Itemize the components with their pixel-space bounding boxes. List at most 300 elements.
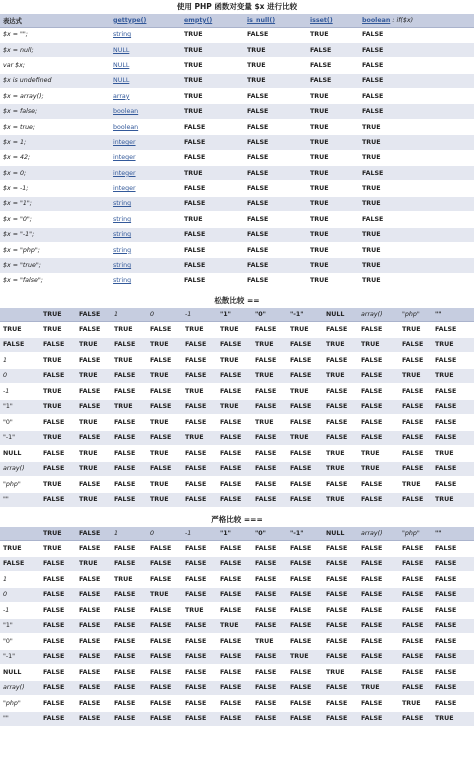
comparison-result: TRUE bbox=[40, 384, 76, 400]
comparison-result: FALSE bbox=[111, 556, 147, 572]
comparison-result: TRUE bbox=[287, 322, 323, 338]
result-cell: FALSE bbox=[181, 227, 244, 242]
comparison-result: FALSE bbox=[432, 322, 474, 338]
result-cell: TRUE bbox=[181, 89, 244, 104]
comparison-result: FALSE bbox=[252, 556, 287, 572]
row-label: NULL bbox=[0, 665, 40, 681]
table-row bbox=[0, 618, 474, 634]
expression-cell: var $x; bbox=[0, 58, 110, 73]
comparison-result: FALSE bbox=[287, 680, 323, 696]
result-cell: TRUE bbox=[359, 150, 474, 165]
result-cell: TRUE bbox=[244, 58, 307, 73]
comparison-result: FALSE bbox=[432, 680, 474, 696]
type-link[interactable]: string bbox=[110, 242, 181, 257]
comparison-result: FALSE bbox=[147, 649, 182, 665]
table-row bbox=[0, 384, 474, 400]
comparison-result: FALSE bbox=[76, 649, 111, 665]
comparison-result: FALSE bbox=[40, 696, 76, 712]
table2-caption: 松散比较 == bbox=[214, 296, 260, 306]
comparison-result: FALSE bbox=[358, 556, 399, 572]
row-label: "" bbox=[0, 492, 40, 508]
comparison-result: FALSE bbox=[323, 649, 358, 665]
table-row bbox=[0, 242, 474, 257]
comparison-result: FALSE bbox=[358, 492, 399, 508]
comparison-result: TRUE bbox=[40, 430, 76, 446]
comparison-result: FALSE bbox=[111, 368, 147, 384]
table-row bbox=[0, 353, 474, 369]
table1-header-cell[interactable]: isset() bbox=[307, 14, 359, 27]
table2-header-cell: FALSE bbox=[76, 308, 111, 322]
result-cell: FALSE bbox=[181, 258, 244, 273]
comparison-result: FALSE bbox=[399, 603, 432, 619]
table2-header-cell: NULL bbox=[323, 308, 358, 322]
comparison-result: FALSE bbox=[217, 711, 252, 727]
table-row bbox=[0, 273, 474, 288]
row-label: NULL bbox=[0, 446, 40, 462]
comparison-result: TRUE bbox=[76, 556, 111, 572]
table-row bbox=[0, 150, 474, 165]
comparison-result: TRUE bbox=[147, 446, 182, 462]
comparison-result: TRUE bbox=[399, 368, 432, 384]
comparison-result: FALSE bbox=[432, 461, 474, 477]
comparison-result: FALSE bbox=[252, 711, 287, 727]
comparison-result: TRUE bbox=[287, 384, 323, 400]
comparison-result: FALSE bbox=[40, 556, 76, 572]
type-link[interactable]: integer bbox=[110, 150, 181, 165]
result-cell: FALSE bbox=[181, 196, 244, 211]
comparison-result: FALSE bbox=[287, 415, 323, 431]
comparison-result: FALSE bbox=[76, 322, 111, 338]
result-cell: TRUE bbox=[307, 242, 359, 257]
comparison-result: FALSE bbox=[358, 399, 399, 415]
comparison-result: FALSE bbox=[358, 430, 399, 446]
comparison-result: FALSE bbox=[217, 680, 252, 696]
comparison-result: FALSE bbox=[217, 572, 252, 588]
comparison-result: FALSE bbox=[182, 556, 217, 572]
result-cell: FALSE bbox=[244, 242, 307, 257]
comparison-result: TRUE bbox=[217, 618, 252, 634]
comparison-result: TRUE bbox=[252, 337, 287, 353]
table-row bbox=[0, 446, 474, 462]
result-cell: TRUE bbox=[359, 135, 474, 150]
comparison-result: FALSE bbox=[358, 587, 399, 603]
type-link[interactable]: string bbox=[110, 196, 181, 211]
comparison-result: FALSE bbox=[252, 446, 287, 462]
comparison-result: FALSE bbox=[76, 587, 111, 603]
comparison-result: FALSE bbox=[287, 461, 323, 477]
comparison-result: TRUE bbox=[217, 322, 252, 338]
comparison-result: FALSE bbox=[287, 446, 323, 462]
result-cell: FALSE bbox=[181, 135, 244, 150]
comparison-result: FALSE bbox=[323, 618, 358, 634]
comparison-result: TRUE bbox=[182, 603, 217, 619]
table-row bbox=[0, 711, 474, 727]
row-label: TRUE bbox=[0, 322, 40, 338]
table3-header-cell: FALSE bbox=[76, 527, 111, 541]
comparison-result: FALSE bbox=[323, 556, 358, 572]
comparison-result: FALSE bbox=[217, 587, 252, 603]
comparison-result: TRUE bbox=[182, 384, 217, 400]
comparison-result: TRUE bbox=[76, 492, 111, 508]
table-row bbox=[0, 696, 474, 712]
comparison-result: FALSE bbox=[432, 430, 474, 446]
comparison-result: TRUE bbox=[358, 446, 399, 462]
result-cell: FALSE bbox=[181, 181, 244, 196]
table-row bbox=[0, 135, 474, 150]
comparison-result: FALSE bbox=[182, 634, 217, 650]
comparison-result: FALSE bbox=[147, 665, 182, 681]
comparison-result: FALSE bbox=[252, 572, 287, 588]
table-row bbox=[0, 337, 474, 353]
type-comparison-section bbox=[0, 0, 474, 289]
comparison-result: FALSE bbox=[358, 634, 399, 650]
comparison-result: FALSE bbox=[323, 384, 358, 400]
result-cell: FALSE bbox=[359, 104, 474, 119]
comparison-result: FALSE bbox=[399, 430, 432, 446]
comparison-result: FALSE bbox=[217, 649, 252, 665]
result-cell: TRUE bbox=[244, 73, 307, 88]
table2-header-cell: -1 bbox=[182, 308, 217, 322]
comparison-result: TRUE bbox=[399, 477, 432, 493]
row-label: -1 bbox=[0, 384, 40, 400]
strict-comparison-section bbox=[0, 512, 474, 727]
comparison-result: FALSE bbox=[147, 384, 182, 400]
comparison-result: FALSE bbox=[40, 415, 76, 431]
comparison-result: FALSE bbox=[217, 477, 252, 493]
table1-header-cell bbox=[359, 14, 474, 27]
comparison-result: FALSE bbox=[399, 446, 432, 462]
strict-comparison-table bbox=[0, 527, 474, 727]
comparison-result: TRUE bbox=[432, 492, 474, 508]
row-label: 0 bbox=[0, 587, 40, 603]
comparison-result: FALSE bbox=[147, 461, 182, 477]
type-link[interactable]: boolean bbox=[110, 119, 181, 134]
comparison-result: FALSE bbox=[252, 477, 287, 493]
result-cell: FALSE bbox=[244, 227, 307, 242]
table-row bbox=[0, 587, 474, 603]
table1-header-cell[interactable]: empty() bbox=[181, 14, 244, 27]
comparison-result: FALSE bbox=[323, 587, 358, 603]
type-link[interactable]: string bbox=[110, 212, 181, 227]
comparison-result: FALSE bbox=[76, 711, 111, 727]
comparison-result: FALSE bbox=[111, 337, 147, 353]
comparison-result: FALSE bbox=[399, 711, 432, 727]
comparison-result: FALSE bbox=[399, 634, 432, 650]
comparison-result: FALSE bbox=[111, 649, 147, 665]
result-cell: TRUE bbox=[359, 273, 474, 288]
result-cell: TRUE bbox=[181, 73, 244, 88]
row-label: TRUE bbox=[0, 541, 40, 557]
comparison-result: FALSE bbox=[287, 634, 323, 650]
comparison-result: FALSE bbox=[358, 368, 399, 384]
result-cell: FALSE bbox=[359, 212, 474, 227]
row-label: 1 bbox=[0, 353, 40, 369]
comparison-result: TRUE bbox=[217, 353, 252, 369]
comparison-result: FALSE bbox=[287, 368, 323, 384]
table-row bbox=[0, 58, 474, 73]
type-link[interactable]: string bbox=[110, 27, 181, 42]
comparison-result: TRUE bbox=[76, 446, 111, 462]
type-link[interactable]: NULL bbox=[110, 58, 181, 73]
comparison-result: FALSE bbox=[252, 492, 287, 508]
comparison-result: FALSE bbox=[358, 665, 399, 681]
comparison-result: FALSE bbox=[182, 618, 217, 634]
comparison-result: TRUE bbox=[76, 368, 111, 384]
comparison-result: FALSE bbox=[111, 587, 147, 603]
comparison-result: FALSE bbox=[323, 711, 358, 727]
comparison-result: FALSE bbox=[147, 711, 182, 727]
comparison-result: FALSE bbox=[399, 649, 432, 665]
comparison-result: FALSE bbox=[287, 587, 323, 603]
table-row bbox=[0, 227, 474, 242]
comparison-result: FALSE bbox=[111, 446, 147, 462]
comparison-result: TRUE bbox=[76, 415, 111, 431]
comparison-result: FALSE bbox=[252, 618, 287, 634]
result-cell: FALSE bbox=[359, 27, 474, 42]
comparison-result: FALSE bbox=[432, 572, 474, 588]
comparison-result: FALSE bbox=[111, 477, 147, 493]
comparison-result: FALSE bbox=[76, 399, 111, 415]
comparison-result: FALSE bbox=[399, 572, 432, 588]
comparison-result: FALSE bbox=[323, 680, 358, 696]
row-label: "php" bbox=[0, 477, 40, 493]
table-row bbox=[0, 258, 474, 273]
comparison-result: FALSE bbox=[182, 337, 217, 353]
comparison-result: FALSE bbox=[287, 618, 323, 634]
result-cell: FALSE bbox=[359, 73, 474, 88]
if-expression: : if($x) bbox=[390, 16, 414, 24]
table1-header-cell[interactable]: gettype() bbox=[110, 14, 181, 27]
comparison-result: FALSE bbox=[323, 572, 358, 588]
comparison-result: TRUE bbox=[182, 322, 217, 338]
comparison-result: FALSE bbox=[432, 399, 474, 415]
comparison-result: FALSE bbox=[147, 322, 182, 338]
comparison-result: TRUE bbox=[40, 541, 76, 557]
comparison-result: TRUE bbox=[287, 649, 323, 665]
comparison-result: FALSE bbox=[432, 603, 474, 619]
expression-cell: $x = "-1"; bbox=[0, 227, 110, 242]
result-cell: FALSE bbox=[244, 104, 307, 119]
comparison-result: FALSE bbox=[399, 680, 432, 696]
comparison-result: FALSE bbox=[182, 353, 217, 369]
php-function-table bbox=[0, 14, 474, 289]
result-cell: TRUE bbox=[307, 89, 359, 104]
comparison-result: TRUE bbox=[323, 492, 358, 508]
result-cell: FALSE bbox=[244, 212, 307, 227]
comparison-result: FALSE bbox=[76, 384, 111, 400]
comparison-result: FALSE bbox=[147, 696, 182, 712]
expression-cell: $x = 0; bbox=[0, 166, 110, 181]
result-cell: TRUE bbox=[181, 27, 244, 42]
comparison-result: TRUE bbox=[358, 337, 399, 353]
result-cell: TRUE bbox=[307, 166, 359, 181]
comparison-result: FALSE bbox=[182, 711, 217, 727]
table2-header-cell: "-1" bbox=[287, 308, 323, 322]
row-label: 1 bbox=[0, 572, 40, 588]
table-row bbox=[0, 556, 474, 572]
table3-header-cell: "1" bbox=[217, 527, 252, 541]
result-cell: TRUE bbox=[181, 58, 244, 73]
comparison-result: FALSE bbox=[76, 430, 111, 446]
comparison-result: FALSE bbox=[217, 556, 252, 572]
comparison-result: FALSE bbox=[76, 477, 111, 493]
comparison-result: FALSE bbox=[147, 634, 182, 650]
table-row bbox=[0, 680, 474, 696]
comparison-result: FALSE bbox=[217, 634, 252, 650]
table-row bbox=[0, 665, 474, 681]
comparison-result: FALSE bbox=[182, 446, 217, 462]
result-cell: TRUE bbox=[307, 196, 359, 211]
comparison-result: FALSE bbox=[217, 337, 252, 353]
result-cell: FALSE bbox=[307, 73, 359, 88]
table-row bbox=[0, 166, 474, 181]
comparison-result: FALSE bbox=[76, 353, 111, 369]
table-row bbox=[0, 461, 474, 477]
table2-header-cell: "1" bbox=[217, 308, 252, 322]
comparison-result: TRUE bbox=[399, 322, 432, 338]
comparison-result: FALSE bbox=[217, 430, 252, 446]
row-label: 0 bbox=[0, 368, 40, 384]
expression-cell: $x = null; bbox=[0, 42, 110, 57]
result-cell: FALSE bbox=[244, 181, 307, 196]
comparison-result: FALSE bbox=[323, 696, 358, 712]
comparison-result: FALSE bbox=[147, 541, 182, 557]
type-link[interactable]: integer bbox=[110, 166, 181, 181]
comparison-result: FALSE bbox=[399, 461, 432, 477]
comparison-result: FALSE bbox=[40, 634, 76, 650]
type-link[interactable]: NULL bbox=[110, 42, 181, 57]
comparison-result: FALSE bbox=[432, 618, 474, 634]
comparison-result: FALSE bbox=[182, 696, 217, 712]
row-label: "0" bbox=[0, 634, 40, 650]
comparison-result: FALSE bbox=[147, 556, 182, 572]
comparison-result: FALSE bbox=[432, 477, 474, 493]
type-link[interactable]: string bbox=[110, 258, 181, 273]
comparison-result: FALSE bbox=[399, 492, 432, 508]
result-cell: FALSE bbox=[244, 89, 307, 104]
type-link[interactable]: boolean bbox=[110, 104, 181, 119]
comparison-result: TRUE bbox=[323, 337, 358, 353]
result-cell: TRUE bbox=[181, 104, 244, 119]
result-cell: TRUE bbox=[181, 166, 244, 181]
table2-header-cell: 0 bbox=[147, 308, 182, 322]
expression-cell: $x = 1; bbox=[0, 135, 110, 150]
comparison-result: FALSE bbox=[432, 696, 474, 712]
type-link[interactable]: integer bbox=[110, 135, 181, 150]
result-cell: FALSE bbox=[307, 42, 359, 57]
expression-cell: $x = 42; bbox=[0, 150, 110, 165]
comparison-result: TRUE bbox=[40, 399, 76, 415]
table-row bbox=[0, 27, 474, 42]
comparison-result: FALSE bbox=[40, 368, 76, 384]
comparison-result: FALSE bbox=[399, 541, 432, 557]
row-label: FALSE bbox=[0, 556, 40, 572]
comparison-result: FALSE bbox=[40, 665, 76, 681]
row-label: "1" bbox=[0, 399, 40, 415]
comparison-result: FALSE bbox=[76, 634, 111, 650]
comparison-result: TRUE bbox=[399, 696, 432, 712]
comparison-result: FALSE bbox=[111, 415, 147, 431]
comparison-result: FALSE bbox=[252, 541, 287, 557]
table-row bbox=[0, 415, 474, 431]
type-link[interactable]: NULL bbox=[110, 73, 181, 88]
type-link[interactable]: string bbox=[110, 273, 181, 288]
comparison-result: FALSE bbox=[182, 541, 217, 557]
table3-header-cell: "-1" bbox=[287, 527, 323, 541]
comparison-result: FALSE bbox=[252, 399, 287, 415]
loose-comparison-table bbox=[0, 308, 474, 508]
comparison-result: FALSE bbox=[111, 461, 147, 477]
expression-cell: $x = true; bbox=[0, 119, 110, 134]
comparison-result: TRUE bbox=[147, 492, 182, 508]
comparison-result: FALSE bbox=[76, 696, 111, 712]
type-link[interactable]: array bbox=[110, 89, 181, 104]
comparison-result: FALSE bbox=[287, 337, 323, 353]
boolean-link[interactable]: boolean bbox=[362, 16, 391, 24]
comparison-result: FALSE bbox=[323, 603, 358, 619]
table1-header-cell[interactable]: is_null() bbox=[244, 14, 307, 27]
result-cell: TRUE bbox=[307, 181, 359, 196]
comparison-result: FALSE bbox=[40, 337, 76, 353]
comparison-result: FALSE bbox=[358, 322, 399, 338]
table-row bbox=[0, 477, 474, 493]
result-cell: FALSE bbox=[244, 258, 307, 273]
comparison-result: FALSE bbox=[217, 696, 252, 712]
row-label: "0" bbox=[0, 415, 40, 431]
comparison-result: FALSE bbox=[432, 541, 474, 557]
result-cell: FALSE bbox=[244, 150, 307, 165]
comparison-result: FALSE bbox=[358, 353, 399, 369]
expression-cell: $x = "php"; bbox=[0, 242, 110, 257]
table3-header-cell: array() bbox=[358, 527, 399, 541]
loose-comparison-section bbox=[0, 293, 474, 508]
comparison-result: TRUE bbox=[147, 415, 182, 431]
comparison-result: FALSE bbox=[217, 492, 252, 508]
comparison-result: FALSE bbox=[111, 603, 147, 619]
comparison-result: FALSE bbox=[287, 572, 323, 588]
table-row bbox=[0, 603, 474, 619]
result-cell: TRUE bbox=[307, 150, 359, 165]
table-row bbox=[0, 212, 474, 227]
comparison-result: FALSE bbox=[40, 461, 76, 477]
comparison-result: FALSE bbox=[287, 665, 323, 681]
comparison-result: FALSE bbox=[323, 477, 358, 493]
result-cell: TRUE bbox=[307, 212, 359, 227]
table-row bbox=[0, 104, 474, 119]
comparison-result: TRUE bbox=[40, 322, 76, 338]
comparison-result: FALSE bbox=[217, 541, 252, 557]
comparison-result: FALSE bbox=[358, 541, 399, 557]
row-label: array() bbox=[0, 461, 40, 477]
comparison-result: FALSE bbox=[217, 665, 252, 681]
expression-cell: $x = "0"; bbox=[0, 212, 110, 227]
comparison-result: FALSE bbox=[217, 461, 252, 477]
comparison-result: FALSE bbox=[40, 618, 76, 634]
result-cell: FALSE bbox=[359, 58, 474, 73]
comparison-result: FALSE bbox=[358, 384, 399, 400]
comparison-result: FALSE bbox=[323, 399, 358, 415]
result-cell: TRUE bbox=[307, 258, 359, 273]
type-link[interactable]: integer bbox=[110, 181, 181, 196]
comparison-result: TRUE bbox=[111, 353, 147, 369]
comparison-result: FALSE bbox=[217, 384, 252, 400]
result-cell: FALSE bbox=[181, 150, 244, 165]
comparison-result: FALSE bbox=[76, 618, 111, 634]
comparison-result: FALSE bbox=[358, 696, 399, 712]
type-link[interactable]: string bbox=[110, 227, 181, 242]
comparison-result: FALSE bbox=[358, 572, 399, 588]
expression-cell: $x = -1; bbox=[0, 181, 110, 196]
